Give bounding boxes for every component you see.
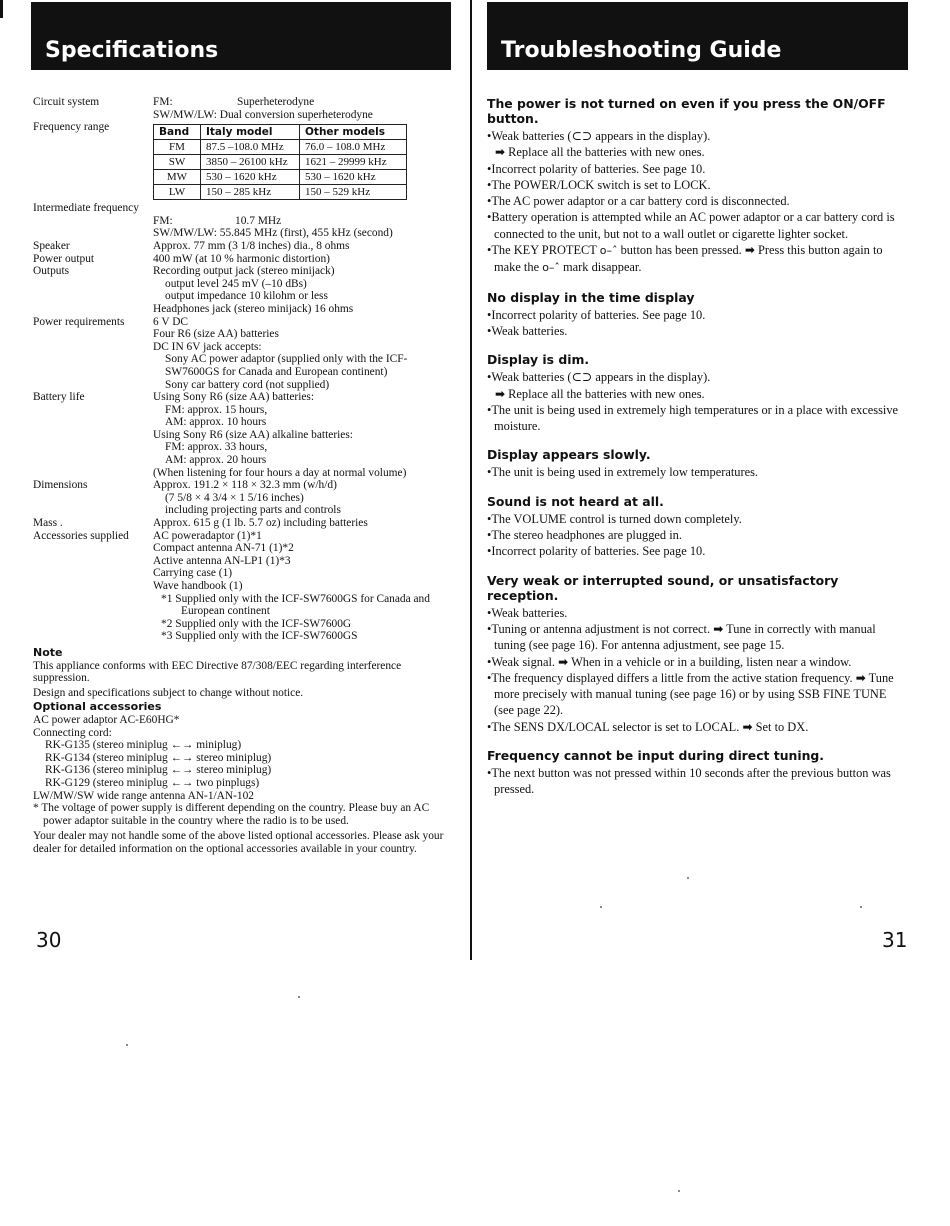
ts-section-dim xyxy=(487,352,907,434)
optional-item: AC power adaptor AC-E60HG* xyxy=(33,713,180,726)
spec-value: output impedance 10 kilohm or less xyxy=(165,290,328,303)
specifications-banner xyxy=(31,2,451,70)
ts-item xyxy=(487,242,907,277)
troubleshooting-list xyxy=(487,96,907,811)
ts-heading: Sound is not heard at all. xyxy=(487,493,664,509)
spec-frequency-range xyxy=(33,121,453,202)
optional-item: LW/MW/SW wide range antenna AN-1/AN-102 xyxy=(33,789,255,802)
ts-text: Set to DX. xyxy=(755,719,809,734)
footnote: *1 Supplied only with the ICF-SW7600GS for Canada and European continent xyxy=(161,592,430,618)
spec-value: AM: approx. 10 hours xyxy=(165,416,267,429)
spec-value: including projecting parts and controls xyxy=(165,504,341,517)
spec-value: AM: approx. 20 hours xyxy=(165,454,267,467)
ts-section-slow xyxy=(487,447,907,480)
spec-value: 6 V DC xyxy=(153,315,189,328)
ts-item: •Weak batteries. xyxy=(487,323,568,338)
table-cell: 87.5 –108.0 MHz xyxy=(201,140,300,155)
spec-label: Dimensions xyxy=(33,479,88,492)
scan-speck xyxy=(298,996,300,998)
spec-power-output xyxy=(33,253,453,266)
spec-value: Sony car battery cord (not supplied) xyxy=(165,378,330,391)
spec-value: Approx. 191.2 × 118 × 32.3 mm (w/h/d) xyxy=(153,479,337,492)
spec-key: SW/MW/LW: xyxy=(153,108,217,121)
ts-section-direct-tuning xyxy=(487,748,907,798)
optional-item: RK-G135 (stereo miniplug ←→ miniplug) xyxy=(45,739,242,752)
spec-value: Active antenna AN-LP1 (1)*3 xyxy=(153,554,291,567)
ts-item: •The unit is being used in extremely low temperatures. xyxy=(487,465,759,480)
ts-item: •Incorrect polarity of batteries. See page 10. xyxy=(487,544,706,559)
ts-item: •Battery operation is attempted while an AC power adaptor or a car battery cord is connected to the unit, but not to a wall outlet or cigarette lighter socket. xyxy=(487,210,895,241)
ts-remedy xyxy=(487,386,907,402)
spec-value: (When listening for four hours a day at normal volume) xyxy=(153,466,407,479)
table-cell: 150 – 529 kHz xyxy=(300,185,407,200)
spec-value: Using Sony R6 (size AA) alkaline batteries: xyxy=(153,428,353,441)
table-row xyxy=(154,155,407,170)
spec-battery-life xyxy=(33,391,453,479)
column-header: Italy model xyxy=(201,125,300,140)
spec-value: 400 mW (at 10 % harmonic distortion) xyxy=(153,252,330,265)
spec-label: Frequency range xyxy=(33,121,110,134)
page-number: 30 xyxy=(36,928,62,952)
spec-value: Using Sony R6 (size AA) batteries: xyxy=(153,391,315,404)
spec-label: Battery life xyxy=(33,391,85,404)
footnote: * The voltage of power supply is different depending on the country. Please buy an AC power adaptor suitable in the country where the radio is to be used. xyxy=(33,802,430,827)
ts-text: Tune in correctly with manual tuning (see page 16). For antenna adjustment, see page 15. xyxy=(494,621,876,653)
ts-text: •The frequency displayed differs a little from the active station frequency. xyxy=(487,670,853,685)
ts-item: •The AC power adaptor or a car battery cord is disconnected. xyxy=(487,194,790,209)
ts-item: •Weak batteries. xyxy=(487,605,568,620)
table-row xyxy=(154,140,407,155)
arrow-icon: ➡ xyxy=(744,243,755,258)
spec-value: AC poweradaptor (1)*1 xyxy=(153,529,262,542)
optional-item: Connecting cord: xyxy=(33,726,112,739)
ts-heading: Very weak or interrupted sound, or unsatisfactory reception. xyxy=(487,572,839,603)
ts-item: •Incorrect polarity of batteries. See page 10. xyxy=(487,161,706,176)
column-header: Other models xyxy=(300,125,407,140)
column-header: Band xyxy=(154,125,201,140)
ts-item: •Weak batteries (⊂⊃ appears in the display). xyxy=(487,370,711,385)
table-cell: 3850 – 26100 kHz xyxy=(201,155,300,170)
spec-value: Wave handbook (1) xyxy=(153,580,243,592)
note-text: This appliance conforms with EEC Directive 87/308/EEC regarding interference suppression. xyxy=(33,659,402,685)
table-cell: 150 – 285 kHz xyxy=(201,185,300,200)
spec-value: DC IN 6V jack accepts: xyxy=(153,340,262,353)
spec-value: Approx. 77 mm (3 1/8 inches) dia., 8 ohms xyxy=(153,239,350,252)
spec-value: output level 245 mV (–10 dBs) xyxy=(165,277,307,290)
spec-value: SW/MW/LW: 55.845 MHz (first), 455 kHz (second) xyxy=(153,227,393,240)
scan-speck xyxy=(678,1190,680,1192)
ts-item: •Incorrect polarity of batteries. See page 10. xyxy=(487,307,706,322)
ts-text: Press this button again to make the xyxy=(494,243,883,275)
spec-value: (7 5/8 × 4 3/4 × 1 5/16 inches) xyxy=(165,491,304,504)
table-cell: 530 – 1620 kHz xyxy=(201,170,300,185)
ts-item xyxy=(487,719,907,735)
note-heading: Note xyxy=(33,645,63,659)
ts-section-no-display xyxy=(487,290,907,340)
spec-value: Compact antenna AN-71 (1)*2 xyxy=(153,542,294,555)
arrow-icon: ➡ xyxy=(713,621,724,636)
ts-text: •Weak signal. xyxy=(487,654,556,669)
table-cell: 530 – 1620 kHz xyxy=(300,170,407,185)
ts-text: Tune more precisely with manual tuning (see page 16) or by using SSB FINE TUNE (see page 22). xyxy=(494,670,894,718)
table-cell: LW xyxy=(154,185,201,200)
ts-text: mark disappear. xyxy=(563,260,642,275)
center-binding-rule xyxy=(470,0,472,960)
spec-value: FM: approx. 33 hours, xyxy=(165,441,268,454)
ts-item: •The unit is being used in extremely high temperatures or in a place with excessive moisture. xyxy=(487,402,899,434)
ts-heading: Frequency cannot be input during direct tuning. xyxy=(487,748,824,764)
arrow-icon: ➡ xyxy=(558,654,569,669)
spec-speaker xyxy=(33,240,453,253)
scan-speck xyxy=(687,877,689,879)
spec-key: FM: xyxy=(153,96,173,108)
note-text: Design and specifications subject to change without notice. xyxy=(33,686,304,699)
dealer-note: Your dealer may not handle some of the above listed optional accessories. Please ask your dealer for detailed information on the optional accessories available in your country. xyxy=(33,830,444,855)
ts-remedy-text: Replace all the batteries with new ones. xyxy=(508,145,705,160)
spec-label: Speaker xyxy=(33,239,70,252)
ts-remedy-text: Replace all the batteries with new ones. xyxy=(508,386,705,401)
spec-circuit-system xyxy=(33,96,453,121)
key-icon: o–ˆ xyxy=(599,244,618,258)
optional-accessories xyxy=(33,701,453,855)
scan-speck xyxy=(860,906,862,908)
table-cell: MW xyxy=(154,170,201,185)
ts-text: When in a vehicle or in a building, listen near a window. xyxy=(571,654,852,669)
arrow-icon: ➡ xyxy=(742,719,753,734)
spec-value: Sony AC power adaptor (supplied only with the ICF-SW7600GS for Canada and European continent) xyxy=(165,353,408,378)
table-row xyxy=(154,170,407,185)
optional-item: RK-G129 (stereo miniplug ←→ two pinplugs) xyxy=(45,776,260,789)
ts-remedy xyxy=(487,144,907,160)
spec-label: Accessories supplied xyxy=(33,529,129,542)
arrow-icon: ➡ xyxy=(495,145,506,160)
spec-value: Four R6 (size AA) batteries xyxy=(153,328,279,341)
key-icon: o–ˆ xyxy=(542,261,560,275)
spec-value: FM: approx. 15 hours, xyxy=(165,403,268,416)
ts-section-weak-sound xyxy=(487,573,907,735)
spec-label: Power requirements xyxy=(33,315,125,328)
arrow-icon: ➡ xyxy=(855,670,866,685)
ts-section-power xyxy=(487,96,907,277)
ts-item: •The next button was not pressed within 10 seconds after the previous button was pressed. xyxy=(487,766,891,797)
table-cell: 76.0 – 108.0 MHz xyxy=(300,140,407,155)
ts-heading: Display is dim. xyxy=(487,352,590,368)
spec-dimensions xyxy=(33,479,453,517)
table-cell: SW xyxy=(154,155,201,170)
note-block xyxy=(33,647,453,699)
optional-item: RK-G136 (stereo miniplug ←→ stereo miniplug) xyxy=(45,764,272,777)
frequency-table xyxy=(153,124,407,200)
ts-heading: The power is not turned on even if you press the ON/OFF button. xyxy=(487,96,886,126)
left-page xyxy=(0,0,466,960)
ts-heading: No display in the time display xyxy=(487,289,695,305)
spec-value: Approx. 615 g (1 lb. 5.7 oz) including batteries xyxy=(153,517,368,530)
spec-list xyxy=(33,96,453,855)
spec-label: Power output xyxy=(33,252,95,265)
spec-label: Intermediate frequency xyxy=(33,202,139,215)
optional-item: RK-G134 (stereo miniplug ←→ stereo miniplug) xyxy=(45,751,272,764)
ts-item: •Weak batteries (⊂⊃ appears in the display). xyxy=(487,129,711,143)
spec-outputs xyxy=(33,265,453,315)
spec-value: 10.7 MHz xyxy=(235,214,282,227)
arrow-icon: ➡ xyxy=(495,386,506,401)
ts-item: •The POWER/LOCK switch is set to LOCK. xyxy=(487,177,711,192)
ts-item: •The stereo headphones are plugged in. xyxy=(487,528,682,543)
spec-key: FM: xyxy=(153,214,173,227)
spec-label: Circuit system xyxy=(33,96,100,108)
page-number: 31 xyxy=(882,928,908,952)
table-header-row xyxy=(154,125,407,140)
optional-heading: Optional accessories xyxy=(33,700,162,714)
ts-section-no-sound xyxy=(487,494,907,560)
spec-value: Recording output jack (stereo minijack) xyxy=(153,265,335,278)
spec-mass xyxy=(33,517,453,530)
spec-label: Mass . xyxy=(33,517,63,530)
scan-speck xyxy=(126,1044,128,1046)
ts-text: •The KEY PROTECT xyxy=(487,243,597,258)
spec-accessories xyxy=(33,530,453,643)
page-title: Troubleshooting Guide xyxy=(501,38,782,63)
ts-item xyxy=(487,654,907,670)
ts-text: •The SENS DX/LOCAL selector is set to LOCAL. xyxy=(487,719,740,734)
ts-item: •The VOLUME control is turned down completely. xyxy=(487,511,742,526)
troubleshooting-banner xyxy=(487,2,908,70)
table-row xyxy=(154,185,407,200)
footnote: *3 Supplied only with the ICF-SW7600GS xyxy=(161,630,358,643)
spec-intermediate-frequency xyxy=(33,202,453,240)
ts-text: button has been pressed. xyxy=(620,243,742,258)
ts-text: •Tuning or antenna adjustment is not correct. xyxy=(487,621,711,636)
ts-heading: Display appears slowly. xyxy=(487,447,651,463)
spec-value: Carrying case (1) xyxy=(153,567,233,580)
ts-item xyxy=(487,621,907,654)
table-cell: 1621 – 29999 kHz xyxy=(300,155,407,170)
spec-value: Dual conversion superheterodyne xyxy=(219,108,373,121)
spec-power-requirements xyxy=(33,316,453,392)
footnote: *2 Supplied only with the ICF-SW7600G xyxy=(161,617,352,630)
page-title: Specifications xyxy=(45,38,219,63)
right-page xyxy=(476,0,950,960)
scan-speck xyxy=(600,906,602,908)
spec-value: Headphones jack (stereo minijack) 16 ohms xyxy=(153,302,354,315)
table-cell: FM xyxy=(154,140,201,155)
spec-value: Superheterodyne xyxy=(237,96,315,108)
spec-label: Outputs xyxy=(33,265,70,278)
ts-item xyxy=(487,670,907,719)
